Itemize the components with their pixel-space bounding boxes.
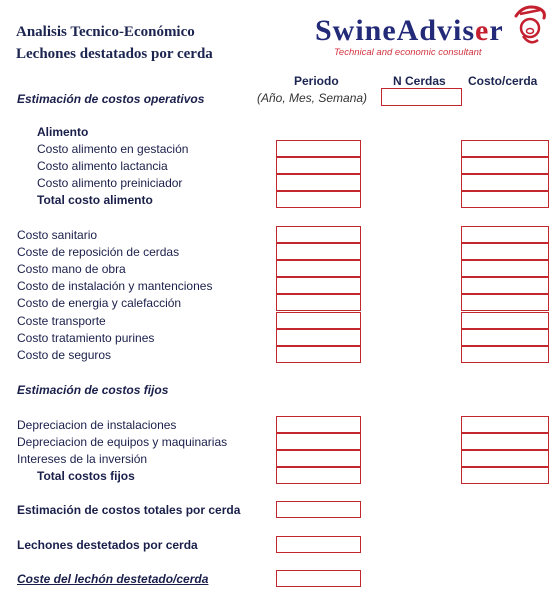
row-label-mano-de-obra: Costo mano de obra [17,262,126,276]
costo-cerda-input-depreciacion-equipos[interactable] [461,433,549,450]
page-title-line2: Lechones destatados por cerda [16,46,213,62]
section-title-operativos: Estimación de costos operativos [17,92,205,106]
periodo-input-seguros[interactable] [276,346,361,363]
periodo-input-intereses-inversion[interactable] [276,450,361,467]
periodo-input-alimento-gestacion[interactable] [276,140,361,157]
n-cerdas-input[interactable] [381,88,462,106]
periodo-input-tratamiento-purines[interactable] [276,329,361,346]
logo-tagline: Technical and economic consultant [334,47,482,58]
row-label-alimento-lactancia: Costo alimento lactancia [37,159,168,173]
logo-tail: r [489,14,504,47]
periodo-input-reposicion-cerdas[interactable] [276,243,361,260]
page-title-line1: Analisis Tecnico-Económico [16,24,195,40]
periodo-input-energia-calefaccion[interactable] [276,294,361,311]
periodo-input-costo-sanitario[interactable] [276,226,361,243]
row-label-depreciacion-instalaciones: Depreciacion de instalaciones [17,418,177,432]
column-header-periodo: Periodo [294,74,339,88]
row-label-depreciacion-equipos: Depreciacion de equipos y maquinarias [17,435,228,449]
column-header-n-cerdas: N Cerdas [393,74,446,88]
coste-lechon-input[interactable] [276,570,361,587]
row-label-tratamiento-purines: Costo tratamiento purines [17,331,155,345]
logo-main: SwineAdvis [315,14,476,47]
costos-totales-input[interactable] [276,501,361,518]
periodo-input-alimento-lactancia[interactable] [276,157,361,174]
row-label-energia-calefaccion: Costo de energia y calefacción [17,296,182,310]
subsection-title-alimento: Alimento [37,125,89,139]
section-title-fijos: Estimación de costos fijos [17,383,169,397]
costo-cerda-input-alimento-lactancia[interactable] [461,157,549,174]
costo-cerda-input-energia-calefaccion[interactable] [461,294,549,311]
costo-cerda-input-alimento-gestacion[interactable] [461,140,549,157]
lechones-destetados-input[interactable] [276,536,361,553]
row-label-costos-totales: Estimación de costos totales por cerda [17,503,241,517]
costo-cerda-input-tratamiento-purines[interactable] [461,329,549,346]
row-label-instalacion-mantenciones: Costo de instalación y mantenciones [17,279,213,293]
logo-highlight: e [475,14,490,47]
row-label-intereses-inversion: Intereses de la inversión [17,452,148,466]
periodo-input-mano-de-obra[interactable] [276,260,361,277]
row-label-total-alimento: Total costo alimento [37,193,153,207]
row-label-seguros: Costo de seguros [17,348,112,362]
row-label-total-fijos: Total costos fijos [37,469,135,483]
costo-cerda-input-instalacion-mantenciones[interactable] [461,277,549,294]
costo-cerda-input-reposicion-cerdas[interactable] [461,243,549,260]
row-label-costo-sanitario: Costo sanitario [17,228,98,242]
costo-cerda-input-alimento-preiniciador[interactable] [461,174,549,191]
pig-with-hat-icon [510,2,550,48]
costo-cerda-input-total-fijos[interactable] [461,467,549,484]
row-label-alimento-gestacion: Costo alimento en gestación [37,142,189,156]
costo-cerda-input-mano-de-obra[interactable] [461,260,549,277]
row-label-lechones-destetados: Lechones destetados por cerda [17,538,198,552]
row-label-alimento-preiniciador: Costo alimento preiniciador [37,176,183,190]
costo-cerda-input-seguros[interactable] [461,346,549,363]
periodo-input-instalacion-mantenciones[interactable] [276,277,361,294]
row-label-transporte: Coste transporte [17,314,106,328]
period-hint: (Año, Mes, Semana) [257,91,368,105]
periodo-input-total-alimento[interactable] [276,191,361,208]
logo [315,16,504,46]
costo-cerda-input-costo-sanitario[interactable] [461,226,549,243]
row-label-reposicion-cerdas: Coste de reposición de cerdas [17,245,180,259]
periodo-input-depreciacion-equipos[interactable] [276,433,361,450]
periodo-input-transporte[interactable] [276,312,361,329]
costo-cerda-input-depreciacion-instalaciones[interactable] [461,416,549,433]
column-header-costo-cerda: Costo/cerda [468,74,538,88]
costo-cerda-input-intereses-inversion[interactable] [461,450,549,467]
costo-cerda-input-transporte[interactable] [461,312,549,329]
periodo-input-total-fijos[interactable] [276,467,361,484]
row-label-coste-lechon: Coste del lechón destetado/cerda [17,572,209,586]
periodo-input-depreciacion-instalaciones[interactable] [276,416,361,433]
periodo-input-alimento-preiniciador[interactable] [276,174,361,191]
costo-cerda-input-total-alimento[interactable] [461,191,549,208]
